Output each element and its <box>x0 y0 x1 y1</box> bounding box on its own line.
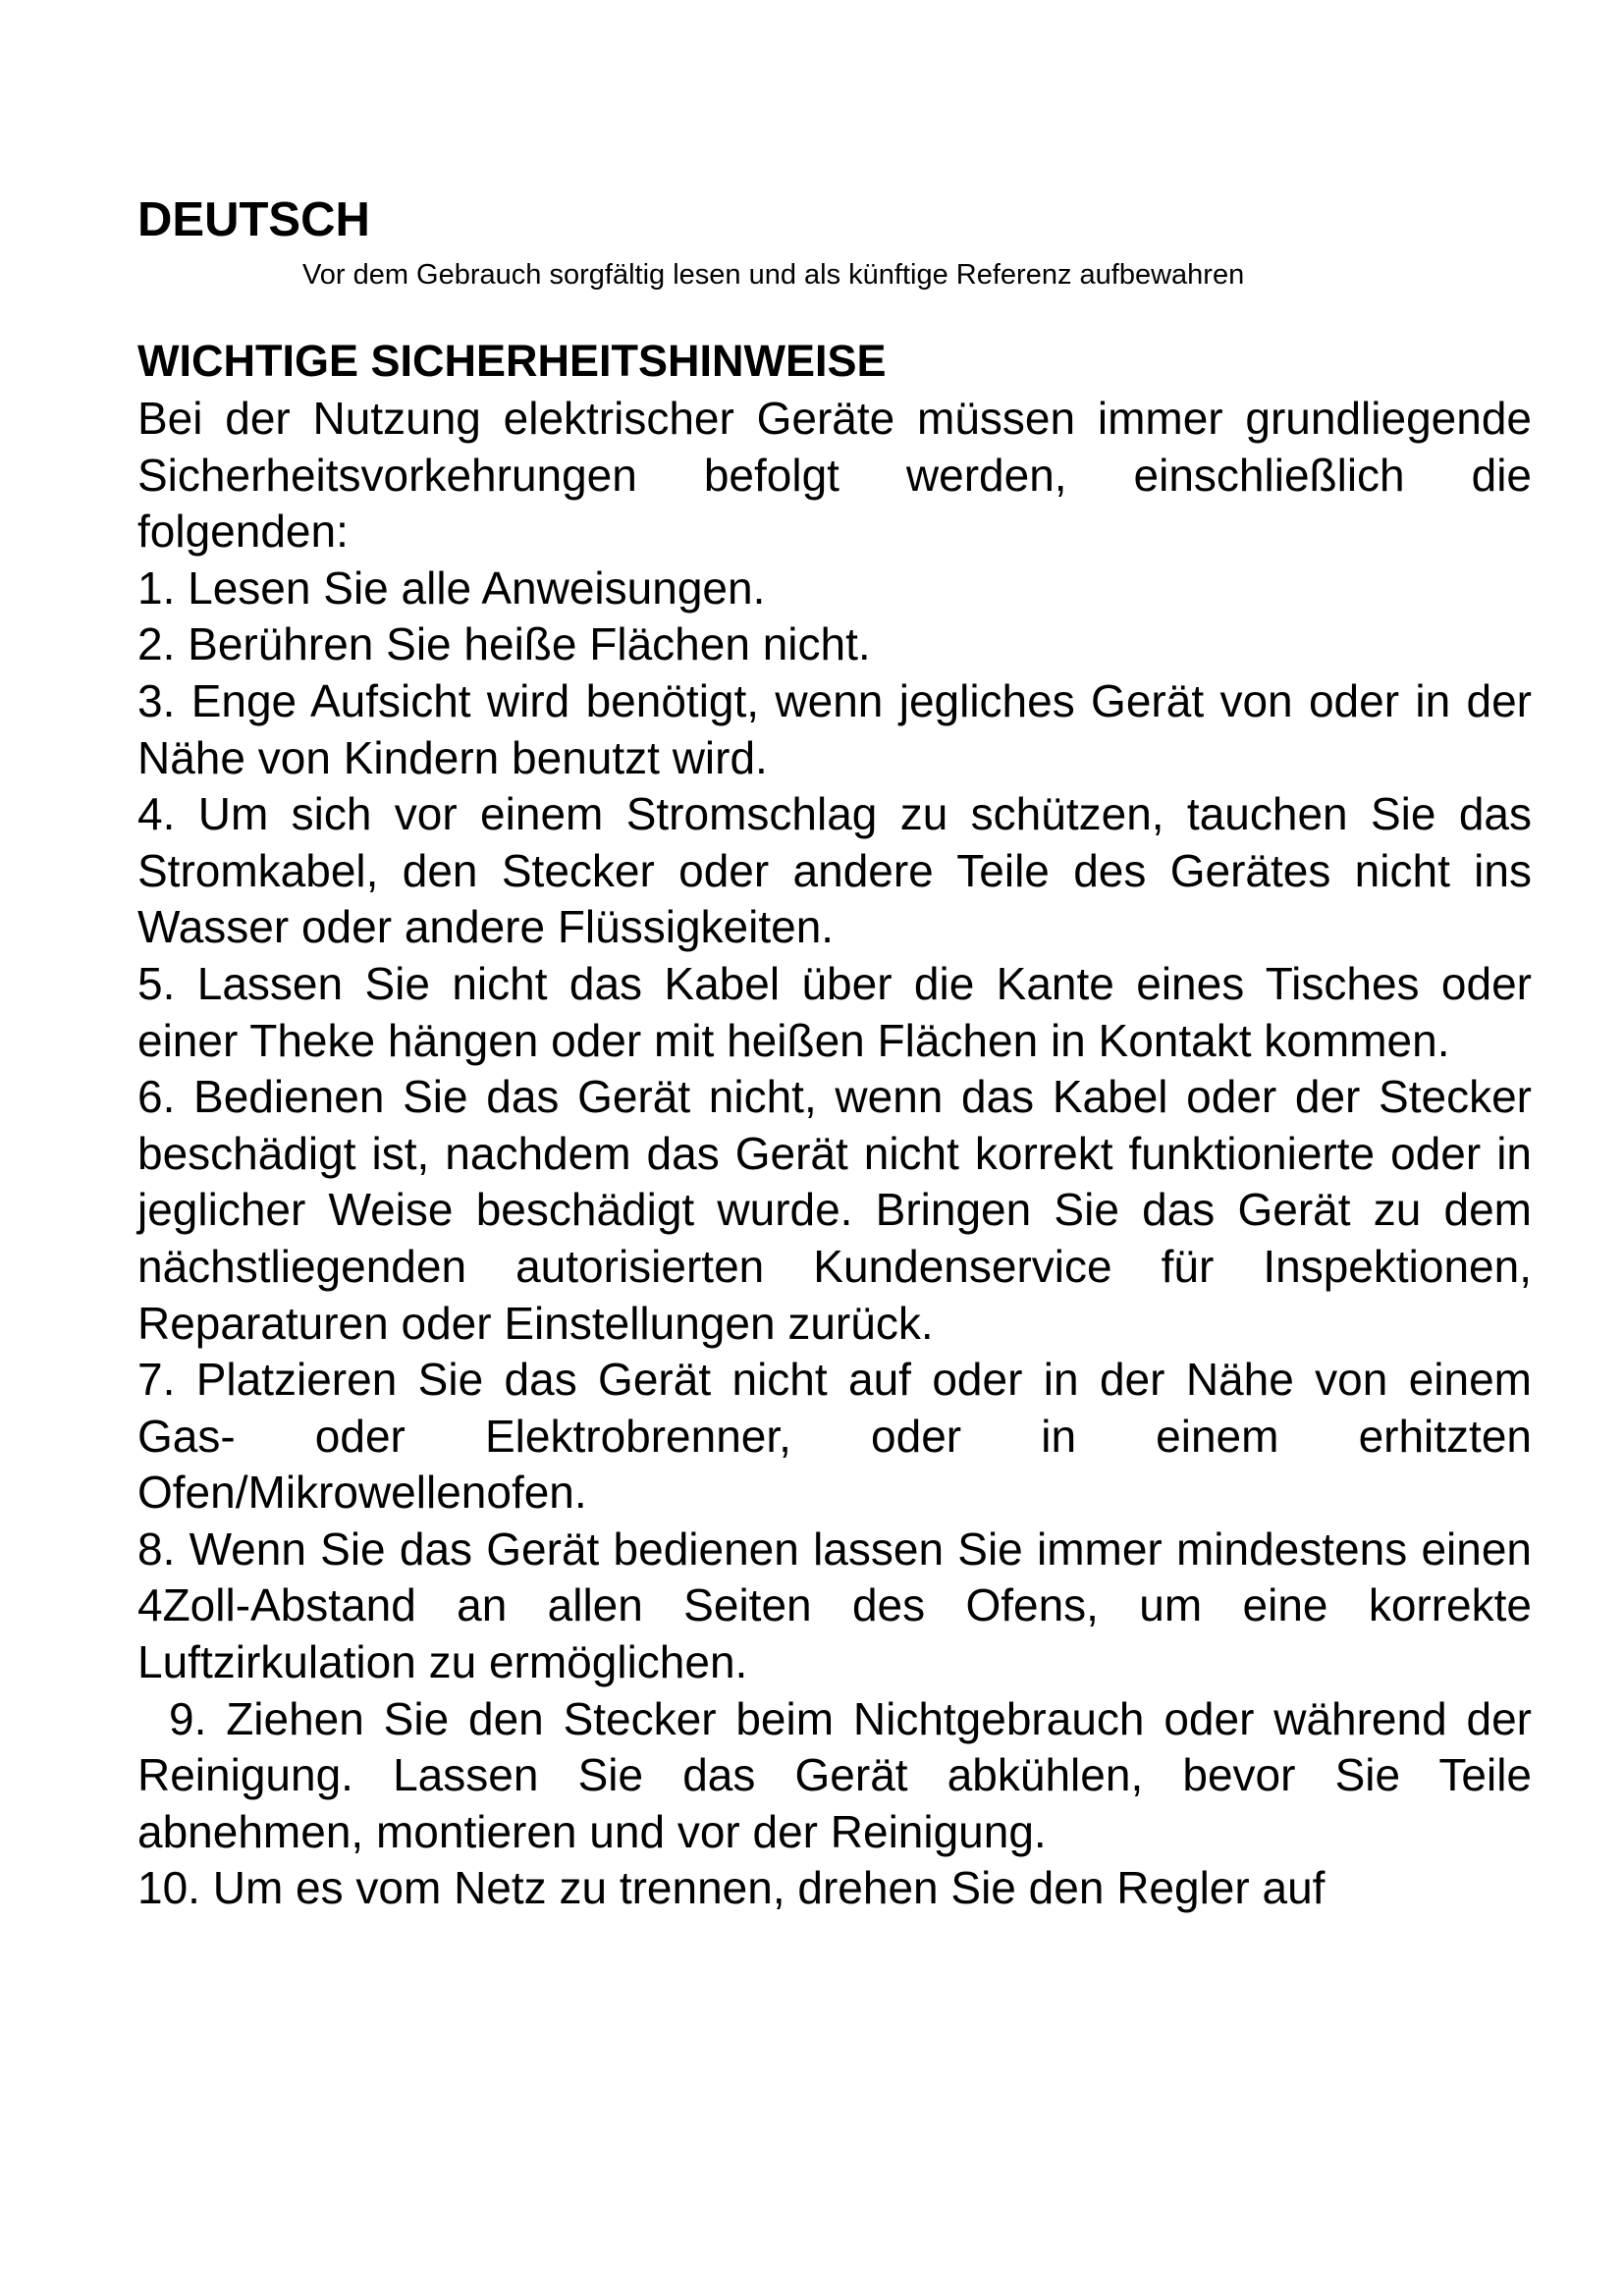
list-item: 2. Berühren Sie heiße Flächen nicht. <box>137 618 871 670</box>
language-heading: DEUTSCH <box>137 193 370 246</box>
list-item: 1. Lesen Sie alle Anweisungen. <box>137 561 766 614</box>
list-item: 9. Ziehen Sie den Stecker beim Nichtgebrauch oder während der Reinigung. Lassen Sie das Gerät abkühlen, bevor Sie Teile abnehmen, montieren und vor der Reinigung. <box>137 1692 1532 1857</box>
list-item: 10. Um es vom Netz zu trennen, drehen Sie den Regler auf <box>137 1862 1326 1914</box>
list-item: 3. Enge Aufsicht wird benötigt, wenn jegliches Gerät von oder in der Nähe von Kindern benutzt wird. <box>137 674 1532 783</box>
list-item: 5. Lassen Sie nicht das Kabel über die Kante eines Tisches oder einer Theke hängen oder mit heißen Flächen in Kontakt kommen. <box>137 957 1532 1066</box>
list-item: 6. Bedienen Sie das Gerät nicht, wenn das Kabel oder der Stecker beschädigt ist, nachdem das Gerät nicht korrekt funktionierte oder in jeglicher Weise beschädigt wurde. Bringen Sie das Gerät zu dem nächstliegenden autorisierten Kundenservice für Inspektionen, Reparaturen oder Einstellungen zurück. <box>137 1071 1532 1349</box>
intro-paragraph: Bei der Nutzung elektrischer Geräte müssen immer grundliegende Sicherheitsvorkehrungen befolgt werden, einschließlich die folgenden: <box>137 393 1532 558</box>
subtitle: Vor dem Gebrauch sorgfältig lesen und als künftige Referenz aufbewahren <box>302 259 1245 291</box>
section-heading: WICHTIGE SICHERHEITSHINWEISE <box>137 336 887 386</box>
body-text <box>137 391 1532 1917</box>
list-item: 7. Platzieren Sie das Gerät nicht auf oder in der Nähe von einem Gas- oder Elektrobrenner, oder in einem erhitzten Ofen/Mikrowellenofen. <box>137 1354 1532 1519</box>
list-item: 8. Wenn Sie das Gerät bedienen lassen Sie immer mindestens einen 4Zoll-Abstand an allen Seiten des Ofens, um eine korrekte Luftzirkulation zu ermöglichen. <box>137 1522 1532 1688</box>
list-item: 4. Um sich vor einem Stromschlag zu schützen, tauchen Sie das Stromkabel, den Stecker oder andere Teile des Gerätes nicht ins Wasser oder andere Flüssigkeiten. <box>137 788 1532 953</box>
